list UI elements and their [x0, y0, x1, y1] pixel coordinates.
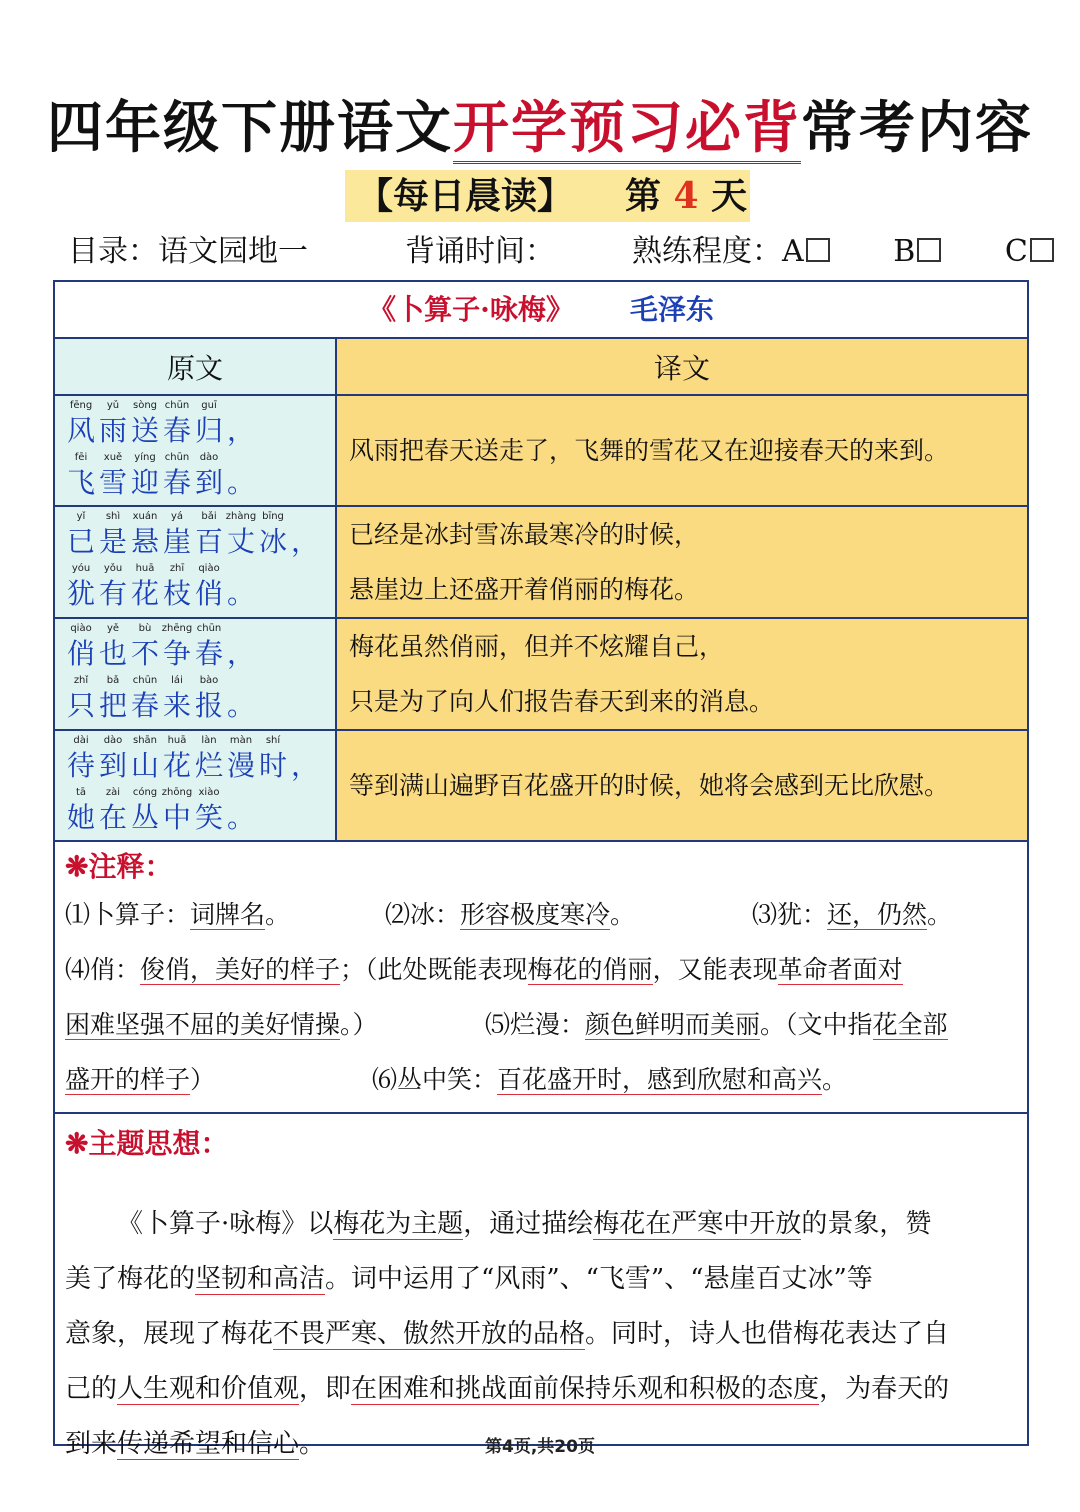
- proficiency-label: 熟练程度：: [632, 234, 782, 269]
- row-3-translation: [337, 619, 1027, 729]
- pinyin: dài: [73, 734, 89, 746]
- hanzi: 。: [226, 800, 255, 834]
- pinyin: xuán: [132, 511, 158, 522]
- poem-char: [65, 622, 97, 672]
- poem-char: [161, 622, 193, 672]
- theme-text: ，即: [299, 1374, 352, 1404]
- translation-line: 只是为了向人们报告春天到来的消息。: [349, 687, 775, 716]
- hanzi: 冰: [258, 525, 287, 558]
- poem-char: [129, 399, 161, 449]
- hanzi: 。: [226, 465, 255, 499]
- note-5-underline-2: 盛开的样子: [65, 1065, 191, 1094]
- translation-cell: [336, 618, 1027, 730]
- hanzi: ，: [226, 413, 255, 447]
- hanzi: 山: [130, 748, 159, 782]
- row-4-translation: [337, 758, 1027, 813]
- pinyin: guī: [201, 399, 217, 411]
- hanzi: 百: [194, 525, 223, 558]
- note-2-text: 形容极度寒冷: [460, 900, 611, 929]
- hanzi: 花: [162, 748, 191, 782]
- poem-char: [193, 622, 225, 672]
- hanzi: 归: [194, 413, 223, 447]
- row-1-original: [55, 399, 335, 503]
- hanzi: 笑: [194, 800, 223, 834]
- note-line: [65, 887, 1017, 942]
- hanzi: 迎: [130, 465, 159, 499]
- hanzi: 俏: [194, 577, 223, 610]
- poem-char: [65, 674, 97, 724]
- table-row: [55, 618, 1027, 730]
- theme-text: 。同时，诗人也借梅花表达了自: [585, 1319, 950, 1349]
- pinyin: chūn: [196, 623, 222, 634]
- poem-char: [129, 510, 161, 560]
- poem-char: [65, 786, 97, 836]
- table-row: [55, 730, 1027, 841]
- day-prefix: 第: [625, 175, 674, 217]
- hanzi: 在: [98, 800, 127, 834]
- original-cell: [55, 730, 336, 841]
- note-2-period: 。: [610, 900, 636, 929]
- poem-char: [225, 510, 257, 560]
- poem-line: [65, 451, 335, 503]
- pinyin: zhōng: [161, 786, 193, 798]
- row-2-original: [55, 510, 335, 614]
- pinyin: lái: [171, 675, 183, 686]
- hanzi: 。: [226, 577, 255, 610]
- poem-char: [225, 399, 257, 449]
- translation-cell: [336, 730, 1027, 841]
- poem-table: [55, 339, 1027, 842]
- translation-line: 风雨把春天送走了，飞舞的雪花又在迎接春天的来到。: [349, 436, 950, 465]
- poem-char: [129, 622, 161, 672]
- note-4-text: 俊俏，美好的样子: [140, 955, 341, 984]
- row-1-translation: [337, 423, 1027, 478]
- poem-char: [161, 510, 193, 560]
- pinyin: qiào: [198, 563, 220, 574]
- translation-cell: [336, 395, 1027, 506]
- theme-underline: 传递希望和信心: [117, 1429, 300, 1459]
- poem-char: [129, 786, 161, 836]
- poem-header: [55, 282, 1027, 339]
- poem-char: [129, 562, 161, 612]
- poem-char: [97, 510, 129, 560]
- hanzi: 。: [226, 689, 255, 722]
- hanzi: 漫: [226, 748, 255, 782]
- poem-line: [65, 674, 335, 726]
- theme-underline: 不畏严寒、傲然开放的品格: [273, 1319, 586, 1349]
- poem-char: [289, 734, 321, 784]
- row-3-original: [55, 622, 335, 726]
- pinyin: zhēng: [161, 623, 193, 634]
- hanzi: 俏: [66, 637, 95, 670]
- hanzi: 时: [258, 748, 287, 782]
- level-b-checkbox[interactable]: [917, 238, 941, 262]
- original-cell: [55, 618, 336, 730]
- theme-line: [65, 1197, 1017, 1252]
- poem-char: [129, 674, 161, 724]
- note-4-extra-a: ；（此处既能表现: [340, 955, 528, 984]
- poem-char: [97, 451, 129, 501]
- pinyin: màn: [229, 734, 253, 746]
- pinyin: yǔ: [106, 399, 120, 411]
- note-4-end: 。）: [340, 1010, 378, 1039]
- hanzi: 犹: [66, 577, 95, 610]
- pinyin: fēi: [74, 451, 88, 463]
- poem-char: [193, 399, 225, 449]
- title-highlight: 开学预习必背: [453, 95, 801, 164]
- poem-char: [257, 734, 289, 784]
- note-6-text: 百花盛开时，感到欣慰和高兴: [497, 1065, 823, 1094]
- poem-char: [161, 399, 193, 449]
- pinyin: [225, 622, 257, 636]
- theme-text: ，通过描绘: [463, 1209, 594, 1239]
- poem-char: [225, 622, 257, 672]
- hanzi: 春: [162, 465, 191, 499]
- pinyin: dào: [103, 734, 123, 746]
- pinyin: [225, 786, 257, 800]
- daily-reading-banner: [345, 170, 750, 222]
- hanzi: 把: [98, 689, 127, 722]
- level-b-label: B: [893, 234, 916, 269]
- pinyin: zhǐ: [73, 675, 89, 686]
- poem-author: 毛泽东: [629, 293, 714, 326]
- pinyin: sòng: [132, 399, 157, 411]
- poem-char: [65, 562, 97, 612]
- poem-line: [65, 786, 335, 838]
- hanzi: 雪: [98, 465, 127, 499]
- translation-line: 梅花虽然俏丽，但并不炫耀自己，: [349, 632, 725, 661]
- hanzi: ，: [290, 748, 319, 782]
- theme-section: [65, 1197, 1017, 1472]
- note-line: [65, 942, 1017, 997]
- original-header: 原文: [55, 339, 336, 395]
- theme-text: 。词中运用了“风雨”、“飞雪”、“悬崖百丈冰”等: [325, 1264, 873, 1294]
- banner-day: [625, 170, 747, 222]
- title-pre: 四年级下册语文: [47, 95, 453, 161]
- hanzi: 丈: [226, 525, 255, 558]
- poem-char: [97, 674, 129, 724]
- poem-char: [65, 734, 97, 784]
- poem-title: 《卜算子·咏梅》: [368, 293, 574, 326]
- hanzi: ，: [226, 637, 255, 670]
- title-post: 常考内容: [801, 95, 1033, 161]
- note-4-underline-2: 革命者面对: [777, 955, 903, 984]
- pinyin: làn: [201, 734, 217, 746]
- pinyin: cóng: [132, 786, 158, 798]
- theme-underline: 坚韧和高洁: [195, 1264, 326, 1294]
- pinyin: yǒu: [103, 563, 123, 574]
- hanzi: 枝: [162, 577, 191, 610]
- pinyin: bù: [138, 623, 152, 634]
- hanzi: 不: [130, 637, 159, 670]
- pinyin: bīng: [262, 511, 284, 522]
- theme-title: ❋主题思想：: [65, 1127, 229, 1160]
- pinyin: yóu: [71, 563, 91, 574]
- poem-char: [225, 451, 257, 501]
- row-2-translation: [337, 507, 1027, 617]
- poem-char: [97, 562, 129, 612]
- poem-char: [225, 674, 257, 724]
- pinyin: bǎ: [106, 675, 120, 686]
- poem-char: [161, 451, 193, 501]
- hanzi: 悬: [130, 525, 159, 558]
- note-5-text: 颜色鲜明而美丽: [585, 1010, 761, 1039]
- catalog-label: 目录：语文园地一: [68, 234, 308, 269]
- hanzi: ，: [290, 525, 319, 558]
- hanzi: 已: [66, 525, 95, 558]
- theme-text: 《卜算子·咏梅》以: [117, 1209, 334, 1239]
- recite-time-label: 背诵时间：: [405, 234, 555, 269]
- pinyin: huā: [135, 563, 155, 574]
- translation-line: 已经是冰封雪冻最寒冷的时候，: [349, 520, 700, 549]
- hanzi: 送: [130, 413, 159, 447]
- pinyin: shì: [105, 511, 121, 522]
- pinyin: [225, 399, 257, 413]
- poem-char: [129, 734, 161, 784]
- hanzi: 待: [66, 748, 95, 782]
- hanzi: 报: [194, 689, 223, 722]
- pinyin: xiào: [198, 786, 220, 798]
- pinyin: bǎi: [201, 511, 217, 522]
- theme-underline: 梅花为主题: [333, 1209, 464, 1239]
- table-row: [55, 506, 1027, 618]
- poem-char: [97, 622, 129, 672]
- note-3-period: 。: [927, 900, 953, 929]
- hanzi: 到: [194, 465, 223, 499]
- pinyin: zhàng: [225, 511, 257, 522]
- pinyin: yǐ: [76, 511, 86, 522]
- theme-text: 己的: [65, 1374, 118, 1404]
- note-4-extra-b: ，又能表现: [652, 955, 778, 984]
- poem-char: [193, 562, 225, 612]
- hanzi: 争: [162, 637, 191, 670]
- theme-line: [65, 1307, 1017, 1362]
- original-cell: [55, 395, 336, 506]
- poem-line: [65, 734, 335, 786]
- note-4-underline-3: 困难坚强不屈的美好情操: [65, 1010, 341, 1039]
- pinyin: huā: [167, 734, 187, 746]
- poem-char: [65, 510, 97, 560]
- theme-text: 的景象，赞: [801, 1209, 932, 1239]
- hanzi: 到: [98, 748, 127, 782]
- theme-line: [65, 1362, 1017, 1417]
- pinyin: yíng: [134, 451, 156, 463]
- poem-line: [65, 399, 335, 451]
- poem-char: [161, 562, 193, 612]
- poem-char: [97, 786, 129, 836]
- pinyin: [289, 510, 321, 524]
- pinyin: dào: [199, 451, 219, 463]
- page-footer: 第4页,共20页: [485, 1437, 595, 1457]
- table-row: [55, 395, 1027, 506]
- level-a-checkbox[interactable]: [806, 238, 830, 262]
- poem-char: [193, 674, 225, 724]
- hanzi: 春: [130, 689, 159, 722]
- poem-char: [97, 734, 129, 784]
- pinyin: zài: [105, 786, 121, 798]
- pinyin: yá: [170, 511, 184, 522]
- hanzi: 雨: [98, 413, 127, 447]
- banner-label: 【每日晨读】: [357, 175, 574, 217]
- notes-title: ❋注释：: [65, 850, 173, 883]
- poem-char: [161, 674, 193, 724]
- pinyin: chūn: [164, 451, 190, 463]
- theme-text: 。: [299, 1429, 326, 1459]
- theme-text: ，为春天的: [819, 1374, 950, 1404]
- note-6-period: 。: [822, 1065, 848, 1094]
- note-6-label: ⑹丛中笑：: [372, 1065, 498, 1094]
- translation-line: 悬崖边上还盛开着俏丽的梅花。: [349, 575, 700, 604]
- poem-line: [65, 510, 335, 562]
- poem-char: [225, 786, 257, 836]
- row-4-original: [55, 734, 335, 838]
- theme-underline: 梅花在严寒中开放: [593, 1209, 802, 1239]
- hanzi: 她: [66, 800, 95, 834]
- hanzi: 烂: [194, 748, 223, 782]
- theme-underline: 在困难和挑战面前保持乐观和积极的态度: [351, 1374, 820, 1404]
- note-1-text: 词牌名: [190, 900, 266, 929]
- note-3-text: 还，仍然: [827, 900, 928, 929]
- pinyin: tā: [75, 786, 87, 798]
- poem-char: [193, 510, 225, 560]
- theme-underline: 人生观和价值观: [117, 1374, 300, 1404]
- note-1-label: ⑴卜算子：: [65, 900, 191, 929]
- pinyin: [225, 451, 257, 465]
- hanzi: 来: [162, 689, 191, 722]
- hanzi: 丛: [130, 800, 159, 834]
- poem-char: [161, 786, 193, 836]
- pinyin: [225, 562, 257, 576]
- pinyin: bào: [199, 675, 219, 686]
- original-cell: [55, 506, 336, 618]
- hanzi: 只: [66, 689, 95, 722]
- hanzi: 花: [130, 577, 159, 610]
- theme-text: 意象，展现了梅花: [65, 1319, 274, 1349]
- note-2-label: ⑵冰：: [385, 900, 461, 929]
- pinyin: fēng: [69, 399, 93, 411]
- poem-char: [289, 510, 321, 560]
- note-3-label: ⑶犹：: [752, 900, 828, 929]
- note-5-end: ）: [190, 1065, 216, 1094]
- pinyin: yě: [106, 623, 120, 634]
- proficiency-row: [632, 228, 1054, 276]
- theme-text: 到来: [65, 1429, 118, 1459]
- level-c-checkbox[interactable]: [1030, 238, 1054, 262]
- pinyin: chūn: [164, 399, 190, 411]
- hanzi: 崖: [162, 525, 191, 558]
- day-suffix: 天: [698, 175, 748, 217]
- theme-text: 美了梅花的: [65, 1264, 196, 1294]
- pinyin: shān: [132, 734, 157, 746]
- translation-header: 译文: [336, 339, 1027, 395]
- poem-char: [97, 399, 129, 449]
- poem-char: [193, 786, 225, 836]
- table-header-row: [55, 339, 1027, 395]
- poem-char: [193, 734, 225, 784]
- translation-line: 等到满山遍野百花盛开的时候，她将会感到无比欣慰。: [349, 771, 950, 800]
- hanzi: 春: [194, 637, 223, 670]
- hanzi: 春: [162, 413, 191, 447]
- note-5-extra: 。（文中指: [760, 1010, 873, 1039]
- hanzi: 风: [66, 413, 95, 447]
- note-5-underline: 花全部: [872, 1010, 948, 1039]
- translation-cell: [336, 506, 1027, 618]
- page-title: [0, 84, 1080, 164]
- pinyin: shí: [265, 734, 281, 746]
- hanzi: 飞: [66, 465, 95, 499]
- pinyin: [225, 674, 257, 688]
- poem-char: [161, 734, 193, 784]
- poem-char: [65, 399, 97, 449]
- note-5-label: ⑸烂漫：: [485, 1010, 586, 1039]
- note-4-underline-1: 梅花的俏丽: [527, 955, 653, 984]
- notes-section: [65, 887, 1017, 1107]
- pinyin: zhī: [169, 563, 185, 574]
- poem-line: [65, 622, 335, 674]
- poem-char: [225, 734, 257, 784]
- section-divider: [55, 1112, 1027, 1114]
- pinyin: [289, 734, 321, 748]
- note-line: [65, 1052, 1017, 1107]
- poem-char: [225, 562, 257, 612]
- poem-char: [129, 451, 161, 501]
- poem-char: [65, 451, 97, 501]
- poem-line: [65, 562, 335, 614]
- day-number: 4: [673, 175, 699, 217]
- level-a-label: A: [782, 234, 804, 269]
- hanzi: 也: [98, 637, 127, 670]
- pinyin: chūn: [132, 675, 158, 686]
- note-1-period: 。: [265, 900, 291, 929]
- hanzi: 有: [98, 577, 127, 610]
- poem-char: [257, 510, 289, 560]
- poem-char: [193, 451, 225, 501]
- level-c-label: C: [1004, 234, 1028, 269]
- pinyin: xuě: [103, 451, 123, 463]
- hanzi: 是: [98, 525, 127, 558]
- pinyin: qiào: [70, 623, 92, 634]
- hanzi: 中: [162, 800, 191, 834]
- theme-line: [65, 1252, 1017, 1307]
- note-4-label: ⑷俏：: [65, 955, 141, 984]
- note-line: [65, 997, 1017, 1052]
